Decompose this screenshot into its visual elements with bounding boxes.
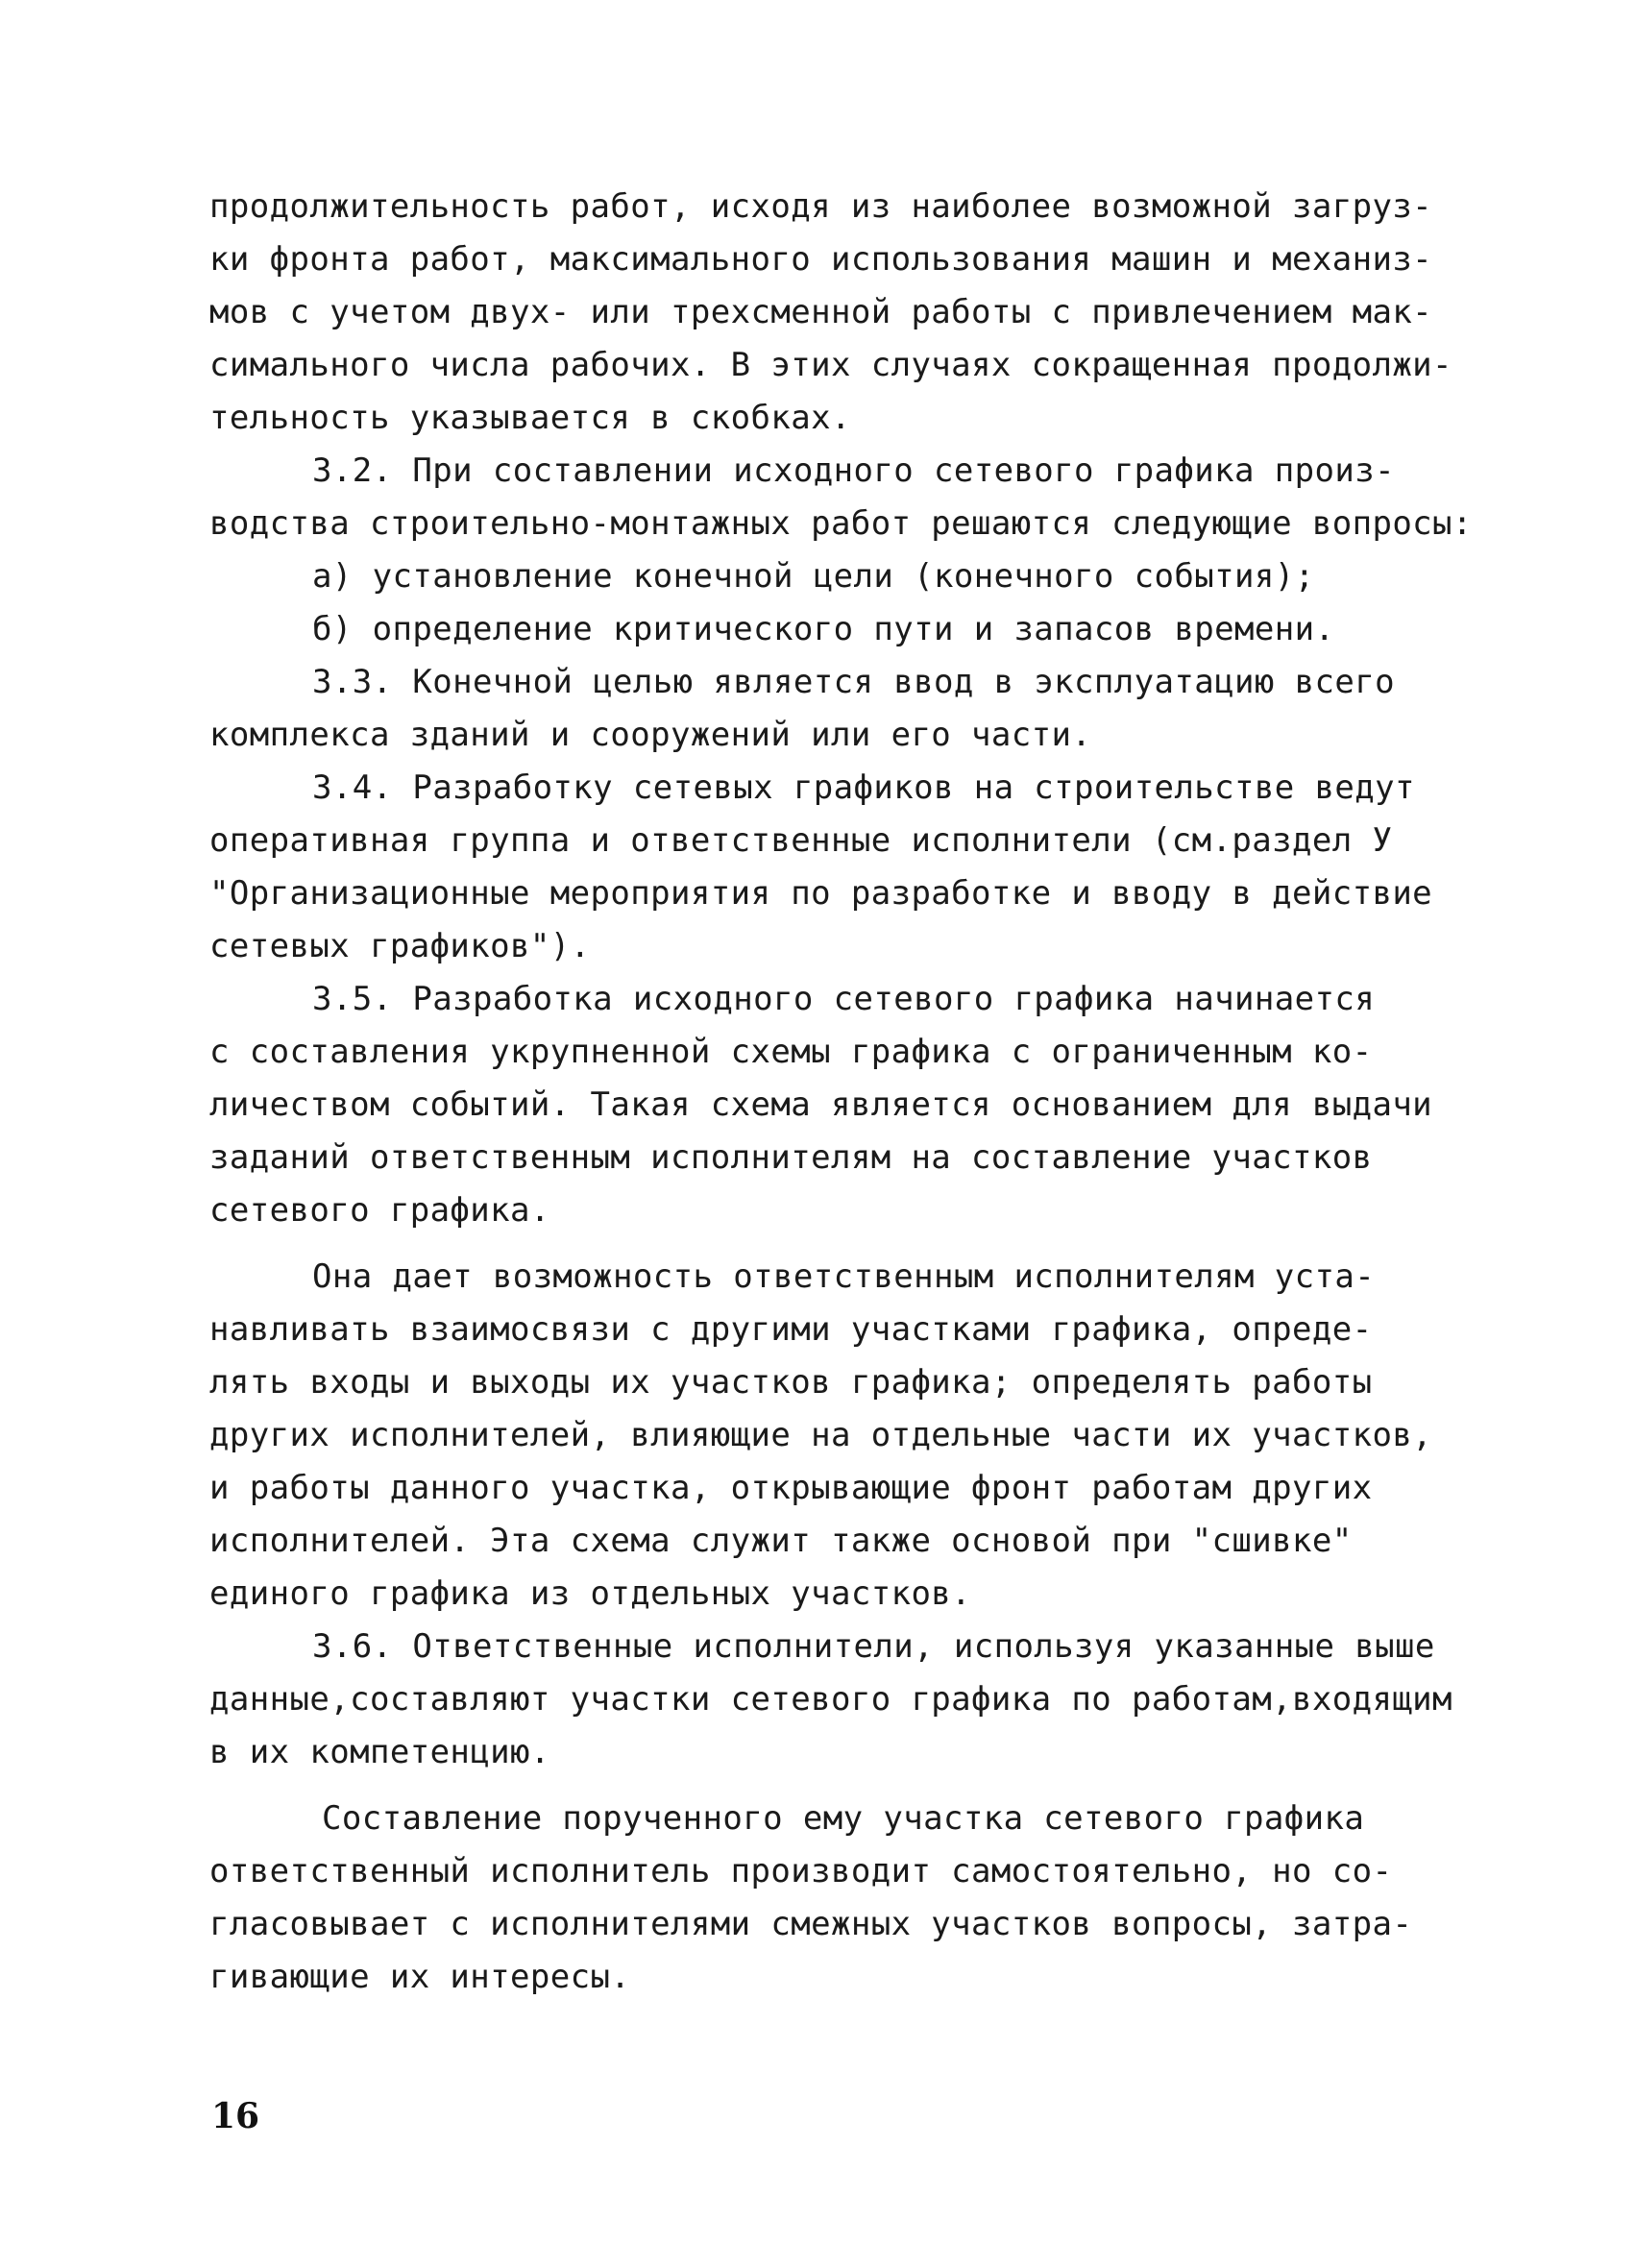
text-line: сетевого графика.: [209, 1191, 550, 1230]
text-line: с составления укрупненной схемы графика с ограниченным ко-: [209, 1033, 1373, 1071]
text-line: личеством событий. Такая схема является основанием для выдачи: [209, 1085, 1433, 1124]
text-line: симального числа рабочих. В этих случаях сокращенная продолжи-: [209, 346, 1452, 384]
text-line: гивающие их интересы.: [209, 1958, 631, 1996]
paragraph-gap: [209, 1237, 1449, 1251]
text-line: в их компетенцию.: [209, 1733, 550, 1771]
text-line: ки фронта работ, максимального использования машин и механиз-: [209, 240, 1433, 279]
text-line: навливать взаимосвязи с другими участками графика, опреде-: [209, 1310, 1373, 1349]
paragraph-gap: [209, 1779, 1449, 1792]
text-line: заданий ответственным исполнителям на составление участков: [209, 1138, 1373, 1177]
section-3-2-heading-line: 3.2. При составлении исходного сетевого графика произ-: [312, 451, 1395, 490]
section-3-4-heading-line: 3.4. Разработку сетевых графиков на строительстве ведут: [312, 768, 1415, 807]
list-item-b: б) определение критического пути и запасов времени.: [312, 610, 1335, 648]
text-line: "Организационные мероприятия по разработке и вводу в действие: [209, 874, 1433, 913]
text-line: ответственный исполнитель производит самостоятельно, но со-: [209, 1852, 1393, 1890]
section-3-5-heading-line: 3.5. Разработка исходного сетевого графика начинается: [312, 980, 1376, 1018]
text-line: тельность указывается в скобках.: [209, 399, 851, 437]
body-text: [209, 181, 1473, 2004]
text-line: исполнителей. Эта схема служит также основой при "сшивке": [209, 1522, 1353, 1560]
section-3-3-heading-line: 3.3. Конечной целью является ввод в эксплуатацию всего: [312, 663, 1395, 701]
text-line: сетевых графиков").: [209, 927, 591, 965]
text-line: других исполнителей, влияющие на отдельные части их участков,: [209, 1416, 1433, 1454]
page-number: 16: [211, 2096, 260, 2136]
text-line: лять входы и выходы их участков графика; определять работы: [209, 1363, 1373, 1402]
text-line: гласовывает с исполнителями смежных участков вопросы, затра-: [209, 1905, 1413, 1943]
text-line: комплекса зданий и сооружений или его части.: [209, 716, 1092, 754]
section-3-6-heading-line: 3.6. Ответственные исполнители, используя указанные выше: [312, 1627, 1435, 1666]
text-line: мов с учетом двух- или трехсменной работы с привлечением мак-: [209, 293, 1433, 331]
text-line: водства строительно-монтажных работ решаются следующие вопросы:: [209, 504, 1473, 543]
paragraph-start-line: Составление порученного ему участка сетевого графика: [322, 1799, 1365, 1838]
text-line: данные,составляют участки сетевого графика по работам,входящим: [209, 1680, 1452, 1719]
text-line: единого графика из отдельных участков.: [209, 1574, 972, 1613]
text-line: и работы данного участка, открывающие фронт работам других: [209, 1469, 1373, 1507]
text-line: продолжительность работ, исходя из наиболее возможной загруз-: [209, 187, 1433, 226]
text-line: оперативная группа и ответственные исполнители (см.раздел У: [209, 821, 1393, 860]
paragraph-start-line: Она дает возможность ответственным исполнителям уста-: [312, 1257, 1376, 1296]
list-item-a: а) установление конечной цели (конечного события);: [312, 557, 1315, 596]
